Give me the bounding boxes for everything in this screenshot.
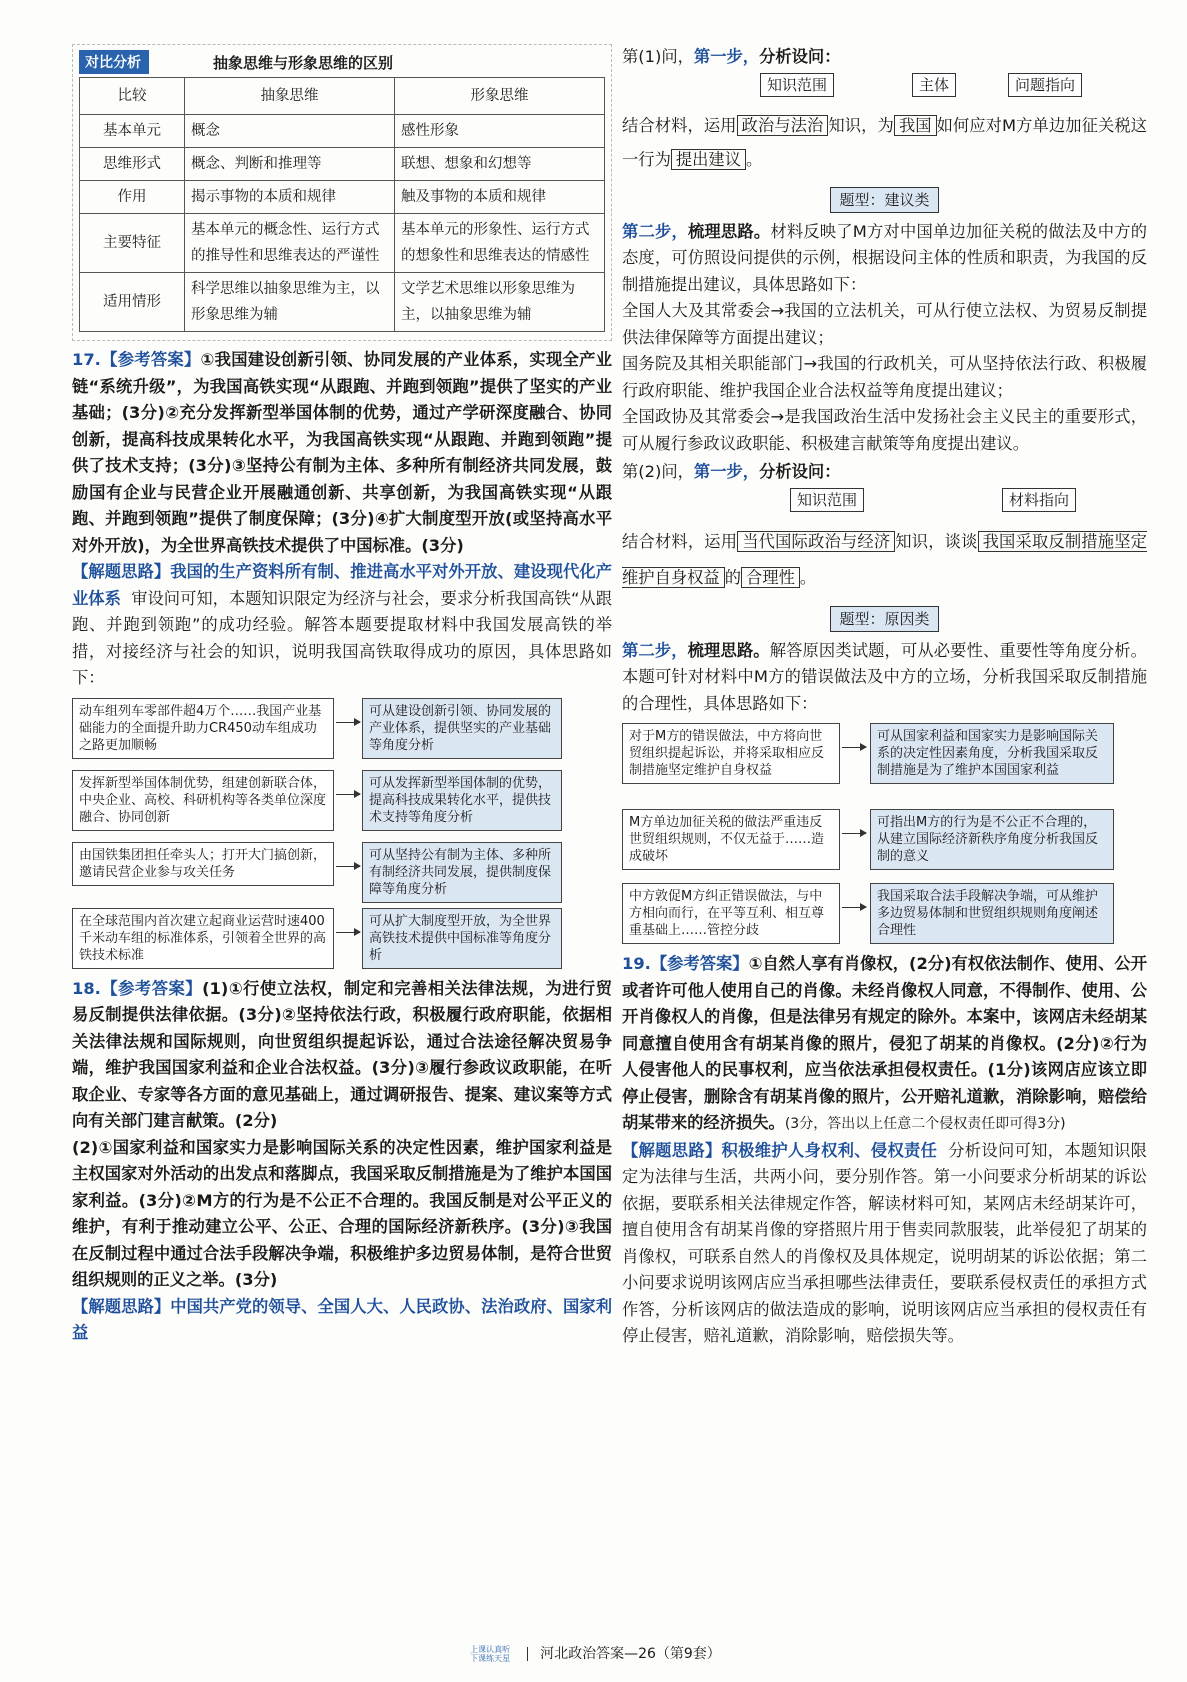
step2b-text: 第二步，梳理思路。解答原因类试题，可从必要性、重要性等角度分析。本题可针对材料中M方的错误做法及中方的立场，分析我国采取反制措施的合理性，具体思路如下： — [622, 640, 1147, 713]
comparison-box — [72, 44, 612, 341]
analysis-tags: 知识范围 材料指向 — [622, 486, 1147, 516]
q17-flow-row: 动车组列车零部件超4万个……我国产业基础能力的全面提升助力CR450动车组成功之路更加顺畅 可从建设创新引领、协同发展的产业体系，提供坚实的产业基础等角度分析 — [72, 698, 612, 764]
footer-text: 河北政治答案—26（第9套） — [540, 1646, 721, 1662]
table-row: 主要特征 基本单元的概念性、运行方式的推导性和思维表达的严谨性 基本单元的形象性、运行方式的想象性和思维表达的情感性 — [80, 214, 605, 273]
q17-flow-row: 由国铁集团担任牵头人；打开大门搞创新，邀请民营企业参与攻关任务 可从坚持公有制为主体、多种所有制经济共同发展，提供制度保障等角度分析 — [72, 842, 612, 902]
right-column — [622, 44, 1147, 1350]
arrow-icon — [336, 794, 360, 795]
page-footer — [0, 1643, 1187, 1663]
q17-flow-row: 发挥新型举国体制优势，组建创新联合体，中央企业、高校、科研机构等各类单位深度融合、协同创新 可从发挥新型举国体制的优势，提高科技成果转化水平，提供技术支持等角度分析 — [72, 770, 612, 836]
table-header: 抽象思维 — [185, 78, 395, 115]
q19-think: 【解题思路】积极维护人身权利、侵权责任 分析设问可知，本题知识限定为法律与生活，共两小问，要分别作答。第一小问要求分析胡某的诉讼依据，要联系相关法律规定作答，解读材料可知，某网店未经胡某许可，擅自使用含有胡某肖像的穿搭照片用于售卖同款服装，此举侵犯了胡某的肖像权，可联系自然人的肖像权及具体规定，说明胡某的诉讼依据；第二小问要求说明该网店应当承担哪些法律责任，要联系侵权责任的承担方式作答，分析该网店的做法造成的影响，说明该网店应当承担的侵权责任有停止侵害，赔礼道歉，消除影响，赔偿损失等。 — [622, 1140, 1147, 1345]
q18-flow-row: 对于M方的错误做法，中方将向世贸组织提起诉讼，并将采取相应反制措施坚定维护自身权益 可从国家利益和国家实力是影响国际关系的决定性因素角度，分析我国采取反制措施是为了维护本国国家利益 — [622, 723, 1147, 803]
q18-answer-part2: (2)①国家利益和国家实力是影响国际关系的决定性因素，维护国家利益是主权国家对外活动的出发点和落脚点，我国采取反制措施是为了维护本国国家利益。(3分)②M方的行为是不公正不合理的。我国反制是对公平正义的维护，有利于推动建立公平、公正、合理的国际经济新秩序。(3分)③我国在反制过程中通过合法手段解决争端，积极维护多边贸易体制，是符合世贸组织规则的正义之举。(3分) — [72, 1137, 612, 1289]
analysis-tags: 知识范围 主体 问题指向 — [622, 71, 1147, 101]
table-row: 思维形式 概念、判断和推理等 联想、想象和幻想等 — [80, 148, 605, 181]
table-row: 适用情形 科学思维以抽象思维为主，以形象思维为辅 文学艺术思维以形象思维为主，以抽象思维为辅 — [80, 273, 605, 332]
q17-answer: 17.【参考答案】①我国建设创新引领、协同发展的产业体系，实现全产业链“系统升级”，为我国高铁实现“从跟跑、并跑到领跑”提供了坚实的产业基础；(3分)②充分发挥新型举国体制的优势，通过产学研深度融合、协同创新，提高科技成果转化水平，为我国高铁实现“从跟跑、并跑到领跑”提供了技术支持；(3分)③坚持公有制为主体、多种所有制经济共同发展，鼓励国有企业与民营企业开展融通创新、共享创新，为我国高铁实现“从跟跑、并跑到领跑”提供了制度保障；(3分)④扩大制度型开放(或坚持高水平对外开放)，为全世界高铁技术提供了中国标准。(3分) — [72, 350, 612, 555]
q18-think: 【解题思路】中国共产党的领导、全国人大、人民政协、法治政府、国家利益 — [72, 1296, 612, 1342]
q18-flow-row: 中方敦促M方纠正错误做法，与中方相向而行，在平等互利、相互尊重基础上……管控分歧 我国采取合法手段解决争端，可从维护多边贸易体制和世贸组织规则角度阐述合理性 — [622, 883, 1147, 945]
logo: 上课认真听 下课练天星 — [470, 1645, 511, 1663]
step2-line: 国务院及其相关职能部门→我国的行政机关，可从坚持依法行政、积极履行政府职能、维护我国企业合法权益等角度提出建议； — [622, 354, 1147, 400]
table-row: 基本单元 概念 感性形象 — [80, 115, 605, 148]
question-type-box: 题型：建议类 — [830, 187, 938, 213]
comparison-table — [79, 77, 605, 332]
q19-answer: 19.【参考答案】①自然人享有肖像权，(2分)有权依法制作、使用、公开或者许可他人使用自己的肖像。未经肖像权人同意，不得制作、使用、公开肖像权人的肖像，但是法律另有规定的除外。本案中，该网店未经胡某同意擅自使用含有胡某肖像的照片，侵犯了胡某的肖像权。(2分)②行为人侵害他人的民事权利，应当依法承担侵权责任。(1分)该网店应该立即停止侵害，删除含有胡某肖像的照片，公开赔礼道歉，消除影响，赔偿给胡某带来的经济损失。(3分，答出以上任意二个侵权责任即可得3分) — [622, 954, 1147, 1132]
arrow-icon — [842, 907, 866, 908]
table-header: 形象思维 — [395, 78, 605, 115]
comparison-title: 抽象思维与形象思维的区别 — [213, 53, 394, 72]
analysis-sentence: 结合材料，运用 当代国际政治与经济 知识，谈谈 我国采取反制措施坚定维护自身权益 的 合理性 。 — [622, 531, 1147, 587]
left-column — [72, 44, 612, 1347]
analysis-sentence: 结合材料，运用 政治与法治 知识，为 我国 如何应对M方单边加征关税这一行为 提出建议 。 — [622, 115, 1147, 169]
table-header: 比较 — [80, 78, 185, 115]
table-row: 作用 揭示事物的本质和规律 触及事物的本质和规律 — [80, 181, 605, 214]
q18-sub2-label: 第(2)问，第一步，分析设问： — [622, 462, 841, 481]
q17-flow-row: 在全球范围内首次建立起商业运营时速400千米动车组的标准体系，引领着全世界的高铁技术标准 可从扩大制度型开放，为全世界高铁技术提供中国标准等角度分析 — [72, 908, 612, 970]
arrow-icon — [336, 932, 360, 933]
arrow-icon — [842, 833, 866, 834]
step2-line: 全国政协及其常委会→是我国政治生活中发扬社会主义民主的重要形式，可从履行参政议政职能、积极建言献策等角度提出建议。 — [622, 407, 1147, 453]
step2-text: 第二步，梳理思路。材料反映了M方对中国单边加征关税的做法及中方的态度，可仿照设问提供的示例，根据设问主体的性质和职责，为我国的反制措施提出建议，具体思路如下： — [622, 221, 1147, 294]
arrow-icon — [336, 866, 360, 867]
q17-think: 【解题思路】我国的生产资料所有制、推进高水平对外开放、建设现代化产业体系 审设问可知，本题知识限定为经济与社会，要求分析我国高铁“从跟跑、并跑到领跑”的成功经验。解答本题要提取材料中我国发展高铁的举措，对接经济与社会的知识，说明我国高铁取得成功的原因，具体思路如下： — [72, 562, 612, 687]
arrow-icon — [336, 722, 360, 723]
step2-line: 全国人大及其常委会→我国的立法机关，可从行使立法权、为贸易反制提供法律保障等方面提出建议； — [622, 301, 1147, 347]
q18-answer: 18.【参考答案】(1)①行使立法权，制定和完善相关法律法规，为进行贸易反制提供法律依据。(3分)②坚持依法行政，积极履行政府职能，依据相关法律法规和国际规则，向世贸组织提起诉讼，通过合法途径解决贸易争端，维护我国国家利益和企业合法权益。(3分)③履行参政议政职能，在听取企业、专家等各方面的意见基础上，通过调研报告、提案、建议案等方式向有关部门建言献策。(2分) — [72, 978, 612, 1130]
q18-sub1-label: 第(1)问，第一步，分析设问： — [622, 47, 841, 66]
comparison-tag: 对比分析 — [79, 50, 149, 74]
q18-flow-row: M方单边加征关税的做法严重违反世贸组织规则，不仅无益于……造成破坏 可指出M方的行为是不公正不合理的，从建立国际经济新秩序角度分析我国反制的意义 — [622, 809, 1147, 877]
question-type-box: 题型：原因类 — [830, 606, 938, 632]
arrow-icon — [842, 747, 866, 748]
